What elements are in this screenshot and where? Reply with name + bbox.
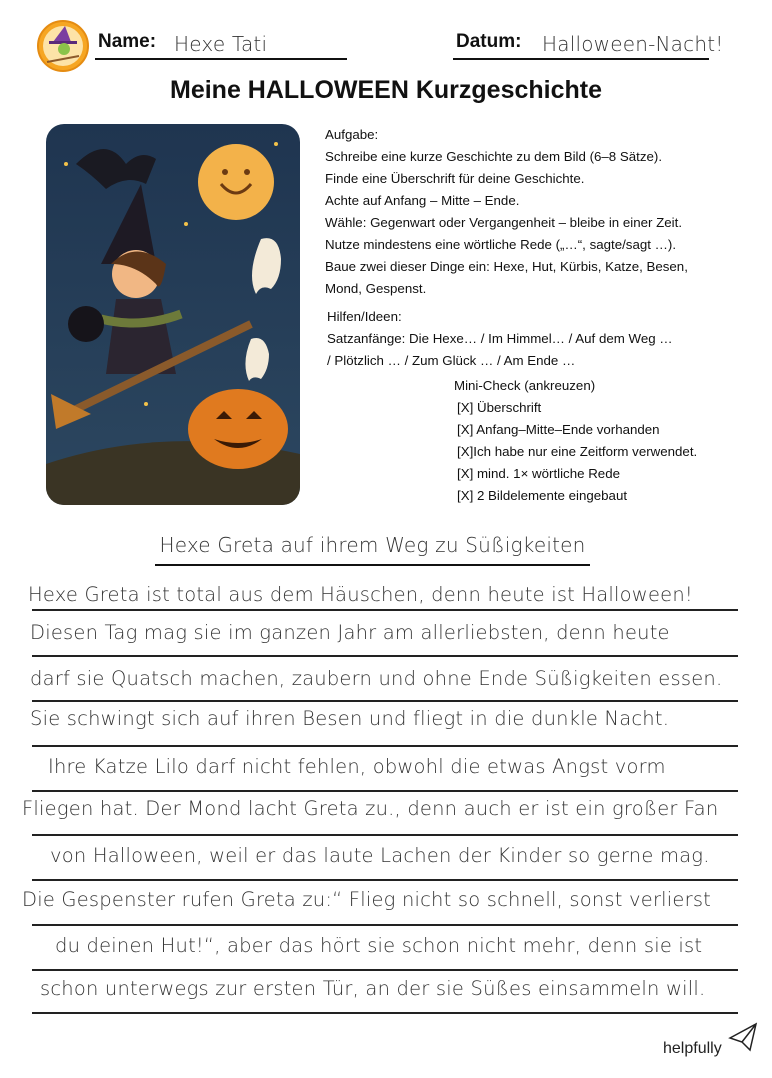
writing-line bbox=[32, 745, 738, 747]
task-line: Finde eine Überschrift für deine Geschichte. bbox=[325, 171, 585, 186]
story-line[interactable]: Sie schwingt sich auf ihren Besen und fliegt in die dunkle Nacht. bbox=[30, 707, 670, 730]
story-line[interactable]: von Halloween, weil er das laute Lachen der Kinder so gerne mag. bbox=[50, 844, 710, 867]
date-label: Datum: bbox=[456, 31, 522, 52]
task-line: Nutze mindestens eine wörtliche Rede („…“, sagte/sagt …). bbox=[325, 237, 677, 252]
date-field[interactable]: Halloween-Nacht! bbox=[542, 32, 724, 56]
task-line: Mond, Gespenst. bbox=[325, 281, 427, 296]
story-title[interactable]: Hexe Greta auf ihrem Weg zu Süßigkeiten bbox=[159, 533, 586, 557]
check-item[interactable] bbox=[457, 397, 697, 419]
story-line[interactable]: darf sie Quatsch machen, zaubern und ohne Ende Süßigkeiten essen. bbox=[30, 667, 723, 690]
halloween-illustration bbox=[46, 124, 300, 505]
check-label: 2 Bildelemente eingebaut bbox=[476, 488, 628, 503]
help-section bbox=[327, 306, 673, 372]
task-section bbox=[325, 124, 688, 300]
story-line[interactable]: Diesen Tag mag sie im ganzen Jahr am allerliebsten, denn heute bbox=[30, 621, 670, 644]
writing-line bbox=[32, 879, 738, 881]
checkbox[interactable]: [X] bbox=[457, 422, 474, 437]
story-line[interactable]: schon unterwegs zur ersten Tür, an der sie Süßes einsammeln will. bbox=[40, 977, 706, 1000]
task-line: Schreibe eine kurze Geschichte zu dem Bild (6–8 Sätze). bbox=[325, 149, 663, 164]
help-heading: Hilfen/Ideen: bbox=[327, 309, 402, 324]
check-item[interactable] bbox=[457, 463, 697, 485]
writing-line bbox=[32, 834, 738, 836]
name-underline bbox=[95, 58, 347, 60]
check-label: Anfang–Mitte–Ende vorhanden bbox=[476, 422, 660, 437]
task-line: Achte auf Anfang – Mitte – Ende. bbox=[325, 193, 520, 208]
checkbox[interactable]: [X] bbox=[457, 466, 474, 481]
check-heading: Mini-Check (ankreuzen) bbox=[454, 378, 596, 393]
writing-line bbox=[32, 969, 738, 971]
writing-line bbox=[32, 790, 738, 792]
brand-label: helpfully bbox=[663, 1040, 722, 1057]
mini-check bbox=[454, 375, 697, 507]
check-item[interactable] bbox=[457, 441, 697, 463]
writing-line bbox=[32, 655, 738, 657]
story-line[interactable]: du deinen Hut!“, aber das hört sie schon nicht mehr, denn sie ist bbox=[55, 934, 703, 957]
task-heading: Aufgabe: bbox=[325, 127, 379, 142]
story-line[interactable]: Die Gespenster rufen Greta zu:“ Flieg nicht so schnell, sonst verlierst bbox=[22, 888, 712, 911]
check-item[interactable] bbox=[457, 419, 697, 441]
writing-line bbox=[32, 700, 738, 702]
writing-line bbox=[32, 1012, 738, 1014]
writing-line bbox=[32, 924, 738, 926]
help-line: / Plötzlich … / Zum Glück … / Am Ende … bbox=[327, 353, 576, 368]
story-title-underline bbox=[155, 564, 590, 566]
page-title: Meine HALLOWEEN Kurzgeschichte bbox=[170, 76, 602, 104]
story-line[interactable]: Ihre Katze Lilo darf nicht fehlen, obwohl die etwas Angst vorm bbox=[48, 755, 666, 778]
checkbox[interactable]: [X] bbox=[457, 400, 474, 415]
name-label: Name: bbox=[98, 31, 157, 52]
check-item[interactable] bbox=[457, 485, 697, 507]
story-line[interactable]: Fliegen hat. Der Mond lacht Greta zu., denn auch er ist ein großer Fan bbox=[22, 797, 719, 820]
help-line: Satzanfänge: Die Hexe… / Im Himmel… / Auf dem Weg … bbox=[327, 331, 673, 346]
check-label: Überschrift bbox=[476, 400, 542, 415]
name-field[interactable]: Hexe Tati bbox=[174, 32, 268, 56]
story-line[interactable]: Hexe Greta ist total aus dem Häuschen, denn heute ist Halloween! bbox=[28, 583, 693, 606]
writing-line bbox=[32, 609, 738, 611]
checkbox[interactable]: [X] bbox=[457, 444, 474, 459]
check-label: Ich habe nur eine Zeitform verwendet. bbox=[473, 444, 698, 459]
witch-logo-icon bbox=[37, 20, 89, 72]
task-line: Wähle: Gegenwart oder Vergangenheit – bleibe in einer Zeit. bbox=[325, 215, 683, 230]
date-underline bbox=[453, 58, 709, 60]
paper-plane-icon bbox=[728, 1020, 760, 1059]
checkbox[interactable]: [X] bbox=[457, 488, 474, 503]
check-label: mind. 1× wörtliche Rede bbox=[476, 466, 620, 481]
task-line: Baue zwei dieser Dinge ein: Hexe, Hut, Kürbis, Katze, Besen, bbox=[325, 259, 688, 274]
